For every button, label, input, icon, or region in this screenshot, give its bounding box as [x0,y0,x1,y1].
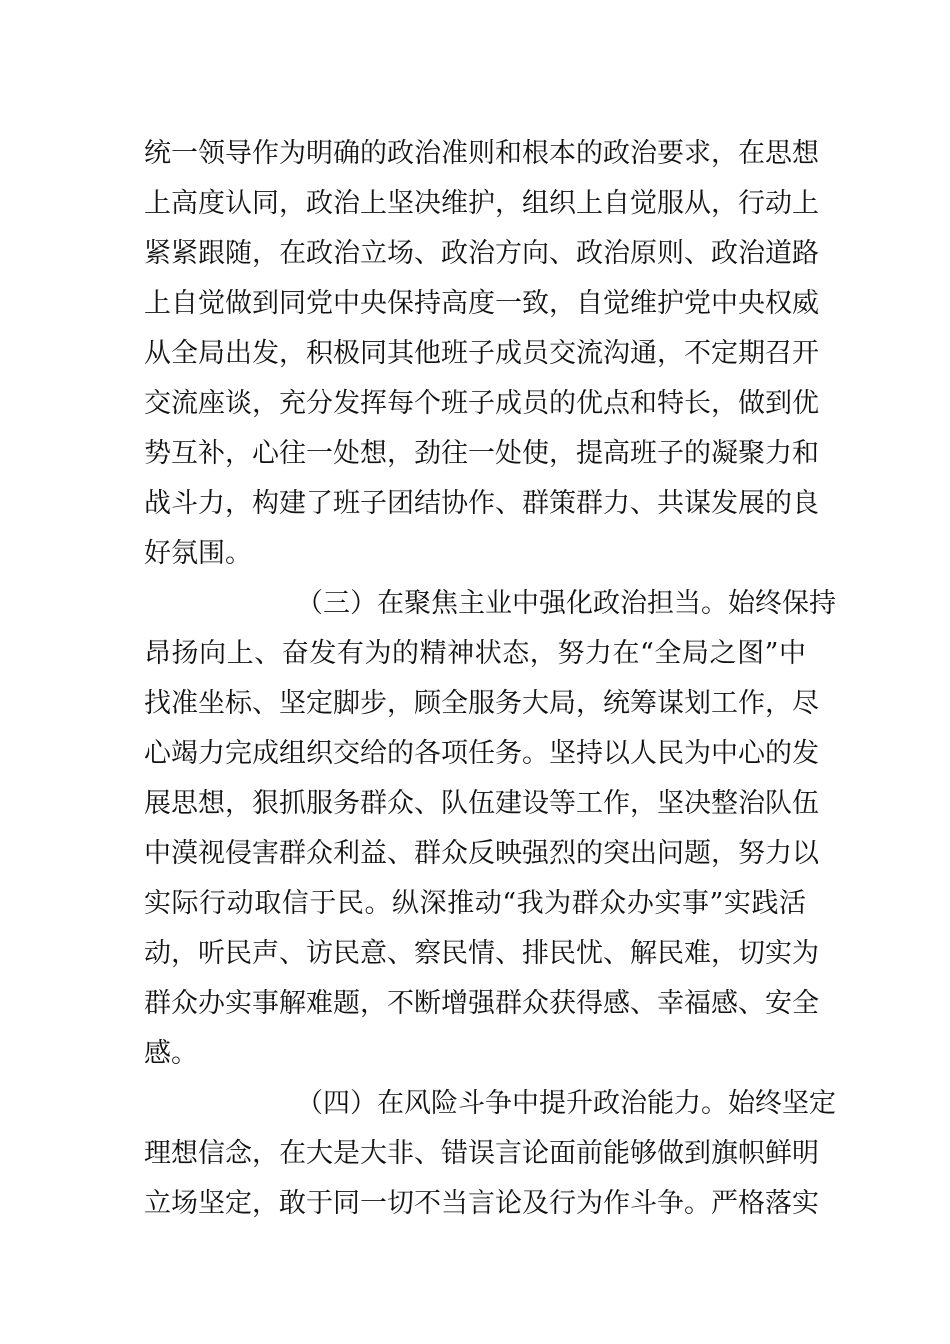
text-line: 昂扬向上、奋发有为的精神状态，努力在“全局之图”中 [144,638,806,669]
text-line: 好氛围。 [144,538,252,569]
text-line: 动，听民声、访民意、察民情、排民忧、解民难，切实为 [144,938,819,969]
text-line: 中漠视侵害群众利益、群众反映强烈的突出问题，努力以 [144,838,819,869]
text-line: 从全局出发，积极同其他班子成员交流沟通，不定期召开 [144,338,819,369]
text-line: 上自觉做到同党中央保持高度一致，自觉维护党中央权威 [144,288,819,319]
text-line: 感。 [144,1038,198,1069]
text-line: 找准坐标、坚定脚步，顾全服务大局，统筹谋划工作，尽 [144,688,819,719]
text-line: 展思想，狠抓服务群众、队伍建设等工作，坚决整治队伍 [144,788,819,819]
section-heading-line: （三）在聚焦主业中强化政治担当。始终保持 [296,588,836,619]
text-line: 交流座谈，充分发挥每个班子成员的优点和特长，做到优 [144,388,819,419]
text-line: 统一领导作为明确的政治准则和根本的政治要求，在思想 [144,138,819,169]
text-line: 群众办实事解难题，不断增强群众获得感、幸福感、安全 [144,988,819,1019]
text-line: 心竭力完成组织交给的各项任务。坚持以人民为中心的发 [144,738,819,769]
section-heading-line: （四）在风险斗争中提升政治能力。始终坚定 [296,1088,836,1119]
text-line: 战斗力，构建了班子团结协作、群策群力、共谋发展的良 [144,488,819,519]
text-line: 实际行动取信于民。纵深推动“我为群众办实事”实践活 [144,888,806,919]
text-line: 上高度认同，政治上坚决维护，组织上自觉服从，行动上 [144,188,819,219]
text-line: 立场坚定，敢于同一切不当言论及行为作斗争。严格落实 [144,1188,819,1219]
text-line: 势互补，心往一处想，劲往一处使，提高班子的凝聚力和 [144,438,819,469]
text-line: 理想信念，在大是大非、错误言论面前能够做到旗帜鲜明 [144,1138,819,1169]
text-line: 紧紧跟随，在政治立场、政治方向、政治原则、政治道路 [144,238,819,269]
